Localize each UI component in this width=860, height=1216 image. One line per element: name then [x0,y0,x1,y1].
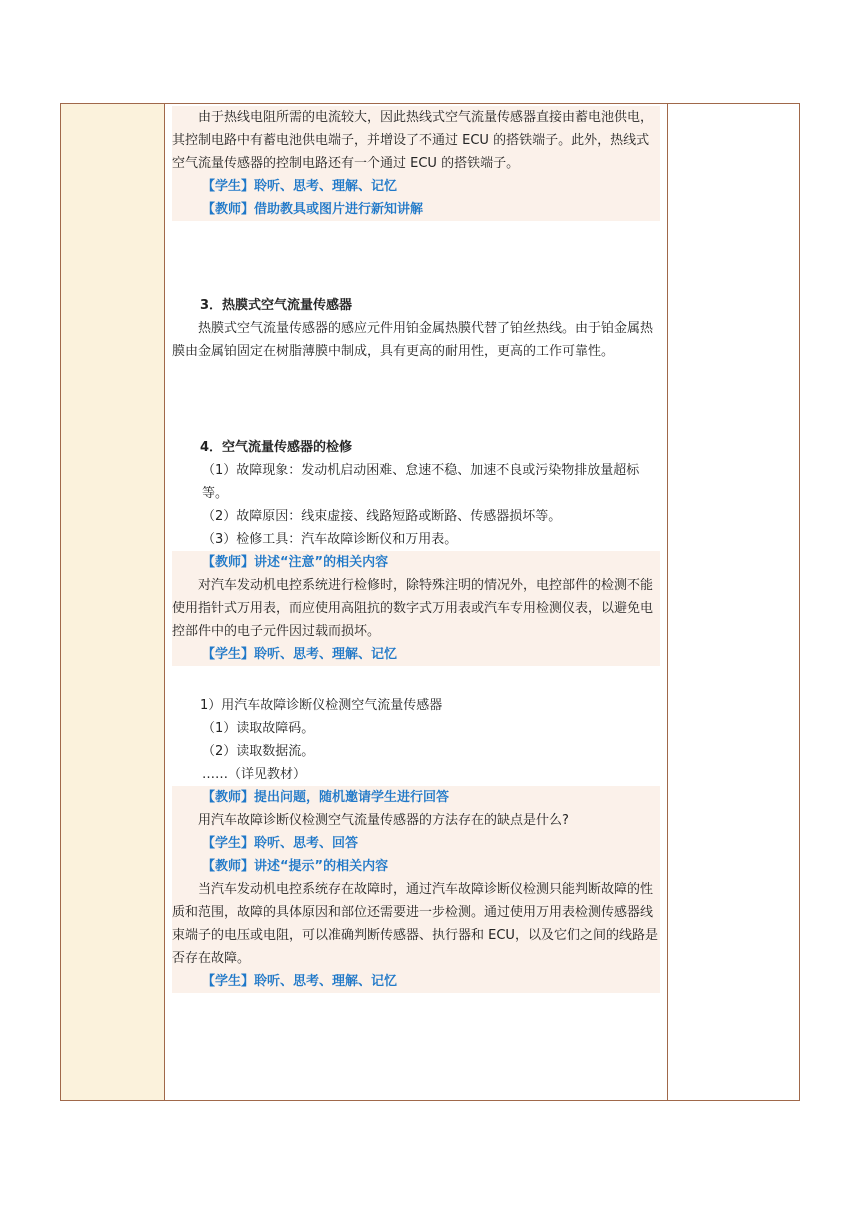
tip-paragraph: 当汽车发动机电控系统存在故障时，通过汽车故障诊断仪检测只能判断故障的性质和范围，故障的具体原因和部位还需要进一步检测。通过使用万用表检测传感器线束端子的电压或电阻，可以准确判断传感器、执行器和 ECU，以及它们之间的线路是否存在故障。 [172,882,658,966]
teacher-activity: 【教师】借助教具或图片进行新知讲解 [202,202,424,217]
cause-item: （2）故障原因：线束虚接、线路短路或断路、传感器损坏等。 [202,509,562,524]
section4-heading: 4．空气流量传感器的检修 [200,440,353,455]
diag-title: 1）用汽车故障诊断仪检测空气流量传感器 [200,698,443,713]
right-column [667,104,799,1100]
hotwire-block [172,106,660,221]
student-answer: 【学生】聆听、思考、回答 [202,836,359,851]
lesson-table [60,103,800,1101]
teacher-tip: 【教师】讲述“提示”的相关内容 [202,859,389,874]
teacher-note: 【教师】讲述“注意”的相关内容 [202,555,389,570]
qa-block [172,786,660,993]
diag-more: ……（详见教材） [202,767,307,782]
section3-paragraph: 热膜式空气流量传感器的感应元件用铂金属热膜代替了铂丝热线。由于铂金属热膜由金属铂固定在树脂薄膜中制成，具有更高的耐用性，更高的工作可靠性。 [172,321,654,359]
hotwire-paragraph: 由于热线电阻所需的电流较大，因此热线式空气流量传感器直接由蓄电池供电，其控制电路中有蓄电池供电端子，并增设了不通过 ECU 的搭铁端子。此外，热线式空气流量传感器的控制电路还有一个通过 ECU 的搭铁端子。 [172,110,654,171]
left-column [61,104,165,1100]
note-paragraph: 对汽车发动机电控系统进行检修时，除特殊注明的情况外，电控部件的检测不能使用指针式万用表，而应使用高阻抗的数字式万用表或汽车专用检测仪表，以避免电控部件中的电子元件因过载而损坏。 [172,578,654,639]
note-block [172,551,660,666]
content-column [172,104,660,993]
diag-step2: （2）读取数据流。 [202,744,315,759]
tool-item: （3）检修工具：汽车故障诊断仪和万用表。 [202,532,458,547]
question-text: 用汽车故障诊断仪检测空气流量传感器的方法存在的缺点是什么? [198,813,569,828]
symptom-item: （1）故障现象：发动机启动困难、怠速不稳、加速不良或污染物排放量超标等。 [202,463,640,501]
section3-heading: 3．热膜式空气流量传感器 [200,298,353,313]
student-activity-end: 【学生】聆听、思考、理解、记忆 [202,974,398,989]
diag-step1: （1）读取故障码。 [202,721,315,736]
student-activity: 【学生】聆听、思考、理解、记忆 [202,179,398,194]
student-activity: 【学生】聆听、思考、理解、记忆 [202,647,398,662]
teacher-question: 【教师】提出问题，随机邀请学生进行回答 [202,790,450,805]
